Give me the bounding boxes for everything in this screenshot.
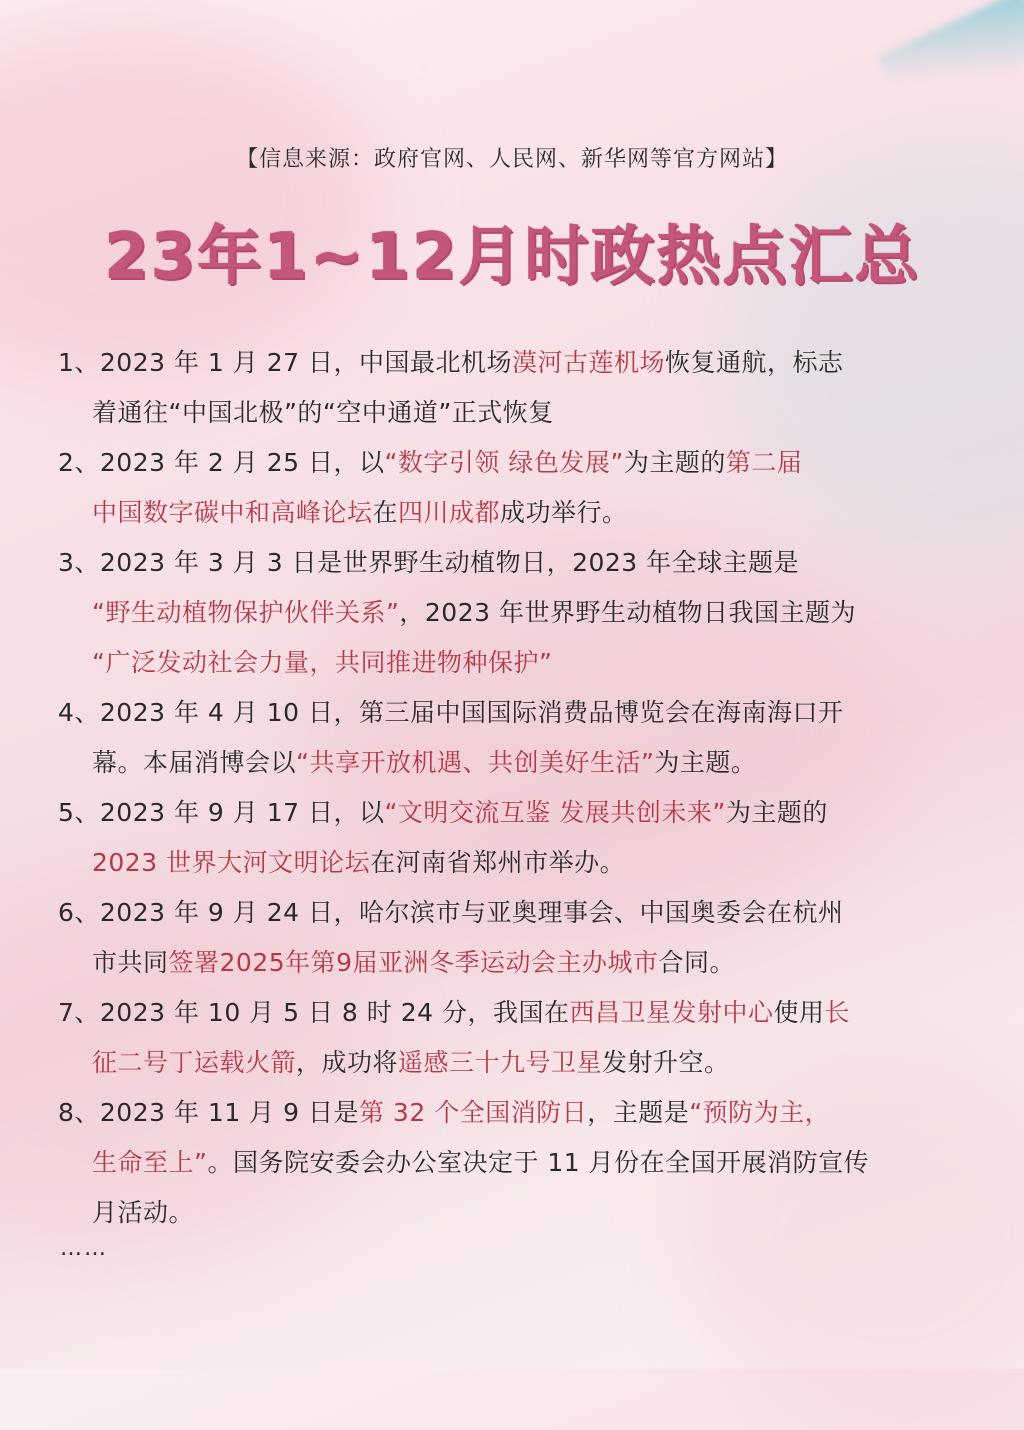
list-item-line — [58, 388, 988, 438]
highlight-text: 漠河古莲机场 — [511, 348, 665, 377]
highlight-text: 遥感三十九号卫星 — [398, 1048, 603, 1077]
highlight-text: “广泛发动社会力量，共同推进物种保护” — [92, 648, 553, 677]
list-item-line — [58, 438, 988, 488]
body-text: 为主题。 — [654, 748, 757, 777]
list-item-line — [58, 688, 988, 738]
body-text: 。国务院安委会办公室决定于 11 月份在全国开展消防宣传 — [207, 1148, 870, 1177]
list-item — [58, 788, 988, 888]
list-item-line — [58, 1188, 988, 1238]
highlight-text: “文明交流互鉴 发展共创未来” — [384, 798, 726, 827]
highlight-text: 中国数字碳中和高峰论坛 — [92, 498, 373, 527]
highlight-text: 第二届 — [725, 448, 803, 477]
highlight-text: 长 — [824, 998, 851, 1027]
list-item — [58, 888, 988, 988]
list-item-line — [58, 638, 988, 688]
list-item-line — [58, 888, 988, 938]
highlight-text: 西昌卫星发射中心 — [569, 998, 774, 1027]
highlight-text: 2023 世界大河文明论坛 — [92, 848, 371, 877]
body-text: 为主题的 — [725, 798, 828, 827]
list-item-line — [58, 938, 988, 988]
body-text: 市共同 — [92, 948, 169, 977]
body-text: ，主题是 — [587, 1098, 690, 1127]
list-item — [58, 538, 988, 688]
list-item-line — [58, 588, 988, 638]
list-item-line — [58, 838, 988, 888]
body-text: 恢复通航，标志 — [665, 348, 844, 377]
body-text: 为主题的 — [623, 448, 726, 477]
body-text: 成功举行。 — [500, 498, 628, 527]
body-text: 6、2023 年 9 月 24 日，哈尔滨市与亚奥理事会、中国奥委会在杭州 — [58, 898, 844, 927]
list-item — [58, 688, 988, 788]
highlight-text: 生命至上” — [92, 1148, 208, 1177]
body-text: 幕。本届消博会以 — [92, 748, 297, 777]
highlight-text: “数字引领 绿色发展” — [384, 448, 624, 477]
news-list — [58, 338, 988, 1238]
list-item — [58, 1088, 988, 1238]
list-item-line — [58, 338, 988, 388]
list-item-line — [58, 538, 988, 588]
continuation-ellipsis: …… — [60, 1236, 108, 1261]
body-text: 5、2023 年 9 月 17 日，以 — [58, 798, 385, 827]
body-text: 在 — [372, 498, 399, 527]
list-item — [58, 338, 988, 438]
body-text: 1、2023 年 1 月 27 日，中国最北机场 — [58, 348, 512, 377]
body-text: 2、2023 年 2 月 25 日，以 — [58, 448, 385, 477]
list-item-line — [58, 1088, 988, 1138]
list-item-line — [58, 1038, 988, 1088]
list-item-line — [58, 788, 988, 838]
list-item — [58, 988, 988, 1088]
body-text: 使用 — [773, 998, 825, 1027]
list-item-line — [58, 1138, 988, 1188]
body-text: 4、2023 年 4 月 10 日，第三届中国国际消费品博览会在海南海口开 — [58, 698, 844, 727]
background-wash — [0, 20, 380, 380]
body-text: 7、2023 年 10 月 5 日 8 时 24 分，我国在 — [58, 998, 570, 1027]
body-text: 月活动。 — [92, 1198, 195, 1227]
list-item-line — [58, 988, 988, 1038]
list-item — [58, 438, 988, 538]
body-text: 合同。 — [658, 948, 736, 977]
highlight-text: “野生动植物保护伙伴关系” — [92, 598, 400, 627]
highlight-text: 签署2025年第9届亚洲冬季运动会主办城市 — [168, 948, 659, 977]
body-text: ，2023 年世界野生动植物日我国主题为 — [399, 598, 856, 627]
body-text: 8、2023 年 11 月 9 日是 — [58, 1098, 359, 1127]
list-item-line — [58, 738, 988, 788]
highlight-text: 四川成都 — [398, 498, 501, 527]
highlight-text: 征二号丁运载火箭 — [92, 1048, 297, 1077]
body-text: ，成功将 — [296, 1048, 399, 1077]
highlight-text: 第 32 个全国消防日 — [358, 1098, 588, 1127]
highlight-text: “预防为主， — [689, 1098, 831, 1127]
highlight-text: “共享开放机遇、共创美好生活” — [296, 748, 655, 777]
body-text: 在河南省郑州市举办。 — [370, 848, 626, 877]
body-text: 3、2023 年 3 月 3 日是世界野生动植物日，2023 年全球主题是 — [58, 548, 800, 577]
source-note: 【信息来源：政府官网、人民网、新华网等官方网站】 — [235, 147, 788, 172]
body-text: 发射升空。 — [602, 1048, 730, 1077]
body-text: 着通往“中国北极”的“空中通道”正式恢复 — [92, 398, 554, 427]
list-item-line — [58, 488, 988, 538]
page-title: 23年1~12月时政热点汇总 — [103, 220, 921, 294]
decorative-streak — [877, 0, 1024, 121]
